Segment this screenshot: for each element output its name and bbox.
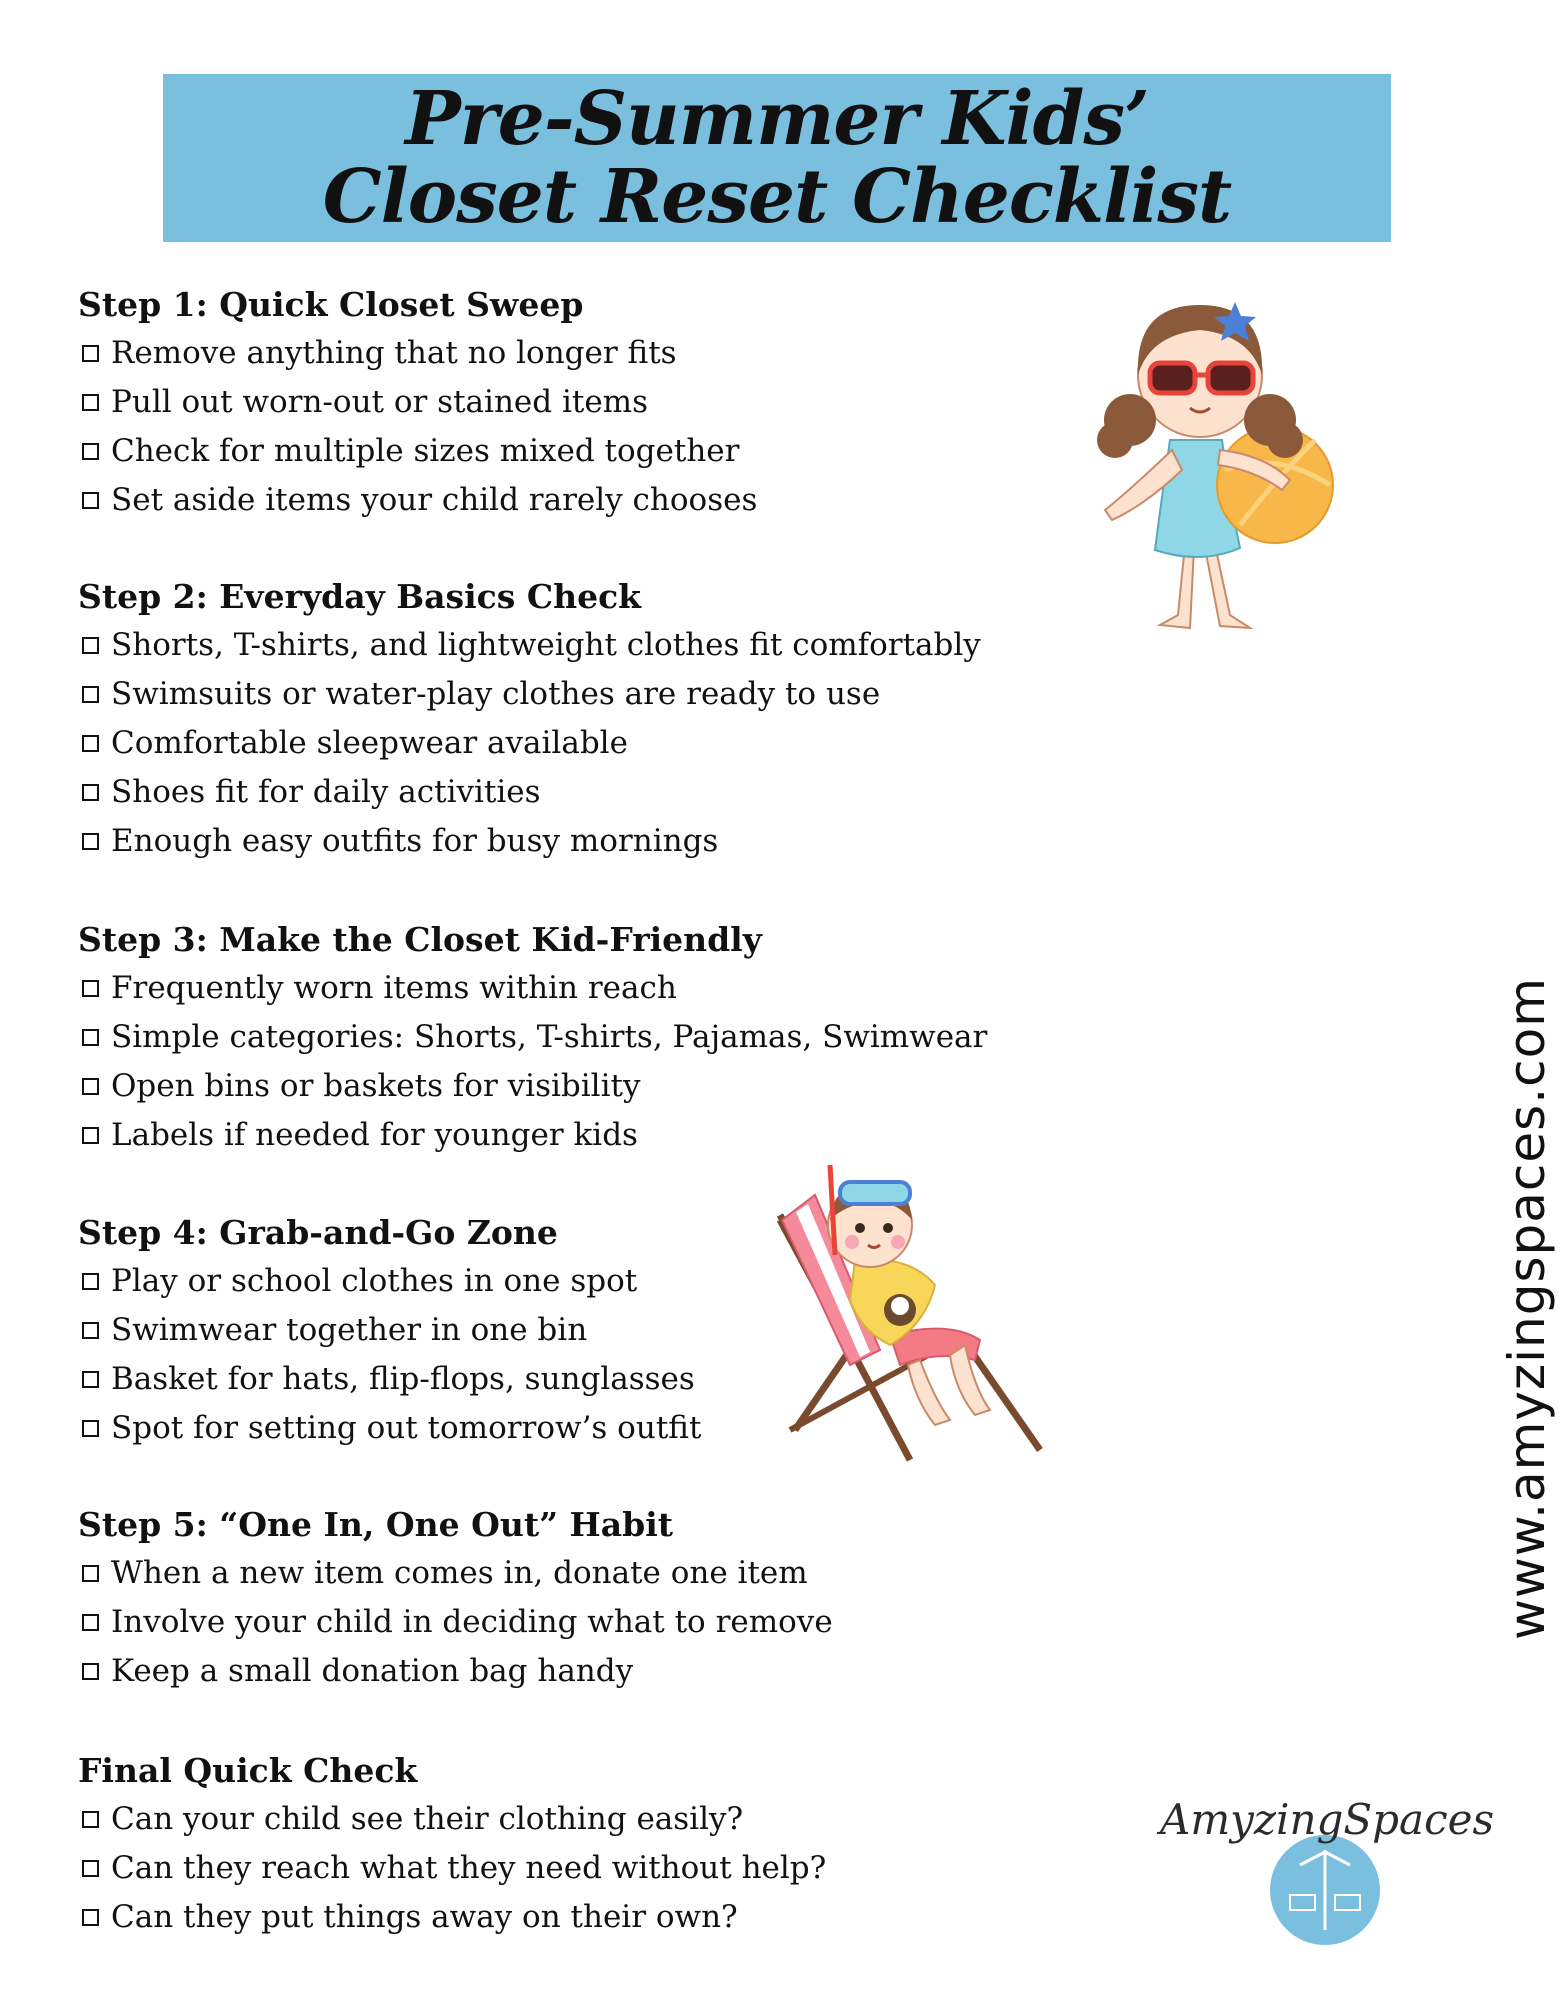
checklist-item[interactable]: Spot for setting out tomorrow’s outfit xyxy=(70,1404,701,1453)
checkbox-icon[interactable] xyxy=(82,443,99,460)
section-heading: Step 2: Everyday Basics Check xyxy=(78,577,642,616)
checkbox-icon[interactable] xyxy=(82,1127,99,1144)
checklist-item[interactable]: Frequently worn items within reach xyxy=(70,964,987,1013)
checkbox-icon[interactable] xyxy=(82,686,99,703)
checkbox-icon[interactable] xyxy=(82,1078,99,1095)
checkbox-icon[interactable] xyxy=(82,980,99,997)
checkbox-icon[interactable] xyxy=(82,1614,99,1631)
boy-in-beach-chair-illustration xyxy=(760,1160,1050,1480)
checklist-item[interactable]: Play or school clothes in one spot xyxy=(70,1257,701,1306)
checklist-item[interactable]: Check for multiple sizes mixed together xyxy=(70,427,757,476)
checklist-item[interactable]: Simple categories: Shorts, T-shirts, Pajamas, Swimwear xyxy=(70,1013,987,1062)
checklist-item[interactable]: Pull out worn-out or stained items xyxy=(70,378,757,427)
section-heading: Step 1: Quick Closet Sweep xyxy=(78,285,584,324)
checklist-item[interactable]: Swimwear together in one bin xyxy=(70,1306,701,1355)
section-step-3 xyxy=(70,915,987,1160)
website-url xyxy=(1428,977,1556,1640)
checkbox-icon[interactable] xyxy=(82,345,99,362)
section-step-4 xyxy=(70,1208,701,1453)
brand-logo xyxy=(1160,1790,1495,1960)
checkbox-icon[interactable] xyxy=(82,1322,99,1339)
checkbox-icon[interactable] xyxy=(82,492,99,509)
checklist-item[interactable]: Keep a small donation bag handy xyxy=(70,1647,833,1696)
checklist-item[interactable]: Basket for hats, flip-flops, sunglasses xyxy=(70,1355,701,1404)
section-step-5 xyxy=(70,1500,833,1696)
section-heading: Step 5: “One In, One Out” Habit xyxy=(78,1505,673,1544)
checkbox-icon[interactable] xyxy=(82,637,99,654)
checklist-item[interactable]: Can they reach what they need without help? xyxy=(70,1844,826,1893)
title-line-2: Closet Reset Checklist xyxy=(322,154,1232,240)
checkbox-icon[interactable] xyxy=(82,1029,99,1046)
checkbox-icon[interactable] xyxy=(82,1909,99,1926)
checklist-item[interactable]: Comfortable sleepwear available xyxy=(70,719,981,768)
girl-with-beach-ball-illustration xyxy=(1090,280,1350,640)
checklist-item[interactable]: Shoes fit for daily activities xyxy=(70,768,981,817)
checkbox-icon[interactable] xyxy=(82,1565,99,1582)
logo-text: AmyzingSpaces xyxy=(1160,1795,1495,1844)
website-text: www.amyzingspaces.com xyxy=(1498,977,1556,1640)
checklist-item[interactable]: Remove anything that no longer fits xyxy=(70,329,757,378)
checklist-item[interactable]: Set aside items your child rarely chooses xyxy=(70,476,757,525)
checklist-item[interactable]: Enough easy outfits for busy mornings xyxy=(70,817,981,866)
section-heading: Step 3: Make the Closet Kid-Friendly xyxy=(78,920,762,959)
checklist-item[interactable]: Can your child see their clothing easily? xyxy=(70,1795,826,1844)
page-title xyxy=(163,76,1391,240)
checklist-item[interactable]: Open bins or baskets for visibility xyxy=(70,1062,987,1111)
checkbox-icon[interactable] xyxy=(82,394,99,411)
checkbox-icon[interactable] xyxy=(82,1420,99,1437)
section-step-2 xyxy=(70,572,981,866)
checkbox-icon[interactable] xyxy=(82,1371,99,1388)
checklist-item[interactable]: Labels if needed for younger kids xyxy=(70,1111,987,1160)
checkbox-icon[interactable] xyxy=(82,1273,99,1290)
checkbox-icon[interactable] xyxy=(82,1663,99,1680)
checklist-item[interactable]: When a new item comes in, donate one item xyxy=(70,1549,833,1598)
checklist-item[interactable]: Involve your child in deciding what to remove xyxy=(70,1598,833,1647)
title-line-1: Pre-Summer Kids’ xyxy=(405,76,1149,162)
checklist-item[interactable]: Shorts, T-shirts, and lightweight clothes fit comfortably xyxy=(70,621,981,670)
checkbox-icon[interactable] xyxy=(82,784,99,801)
checkbox-icon[interactable] xyxy=(82,1811,99,1828)
checklist-item[interactable]: Can they put things away on their own? xyxy=(70,1893,826,1942)
checklist-item[interactable]: Swimsuits or water-play clothes are ready to use xyxy=(70,670,981,719)
section-final-check xyxy=(70,1746,826,1942)
title-banner xyxy=(163,74,1391,242)
section-heading: Final Quick Check xyxy=(78,1751,418,1790)
section-step-1 xyxy=(70,280,757,525)
checkbox-icon[interactable] xyxy=(82,735,99,752)
checkbox-icon[interactable] xyxy=(82,1860,99,1877)
checkbox-icon[interactable] xyxy=(82,833,99,850)
section-heading: Step 4: Grab-and-Go Zone xyxy=(78,1213,558,1252)
